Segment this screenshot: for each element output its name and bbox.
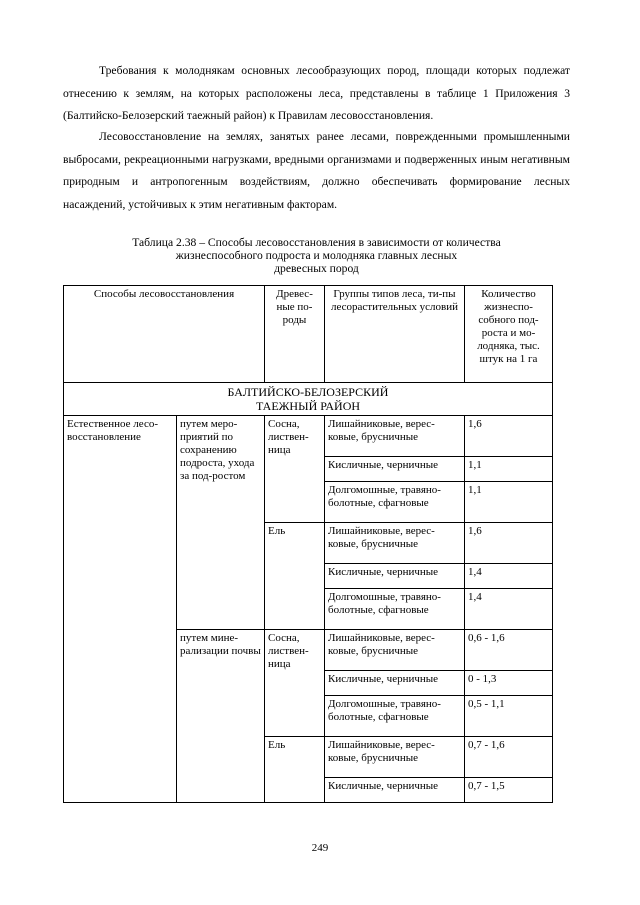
group-cell: Кисличные, черничные	[325, 457, 465, 482]
species-pine-larch-cell: Сосна, листвен-ница	[265, 630, 325, 737]
species-spruce-cell: Ель	[265, 523, 325, 630]
caption-line-1: Таблица 2.38 – Способы лесовосстановления в зависимости от количества	[132, 236, 501, 249]
region-line-2: ТАЕЖНЫЙ РАЙОН	[255, 399, 361, 413]
group-cell: Лишайниковые, верес-ковые, брусничные	[325, 523, 465, 564]
caption-line-2: жизнеспособного подроста и молодняка главных лесных	[175, 249, 458, 262]
reforestation-table	[63, 285, 553, 803]
reforestation-paragraph: Лесовосстановление на землях, занятых ранее лесами, поврежденными промышленными выбросами, рекреационными нагрузками, вредными организмами и подверженных иным негативным природным и антропогенным воздействиям, должно обеспечивать формирование лесных насаждений, устойчивых к этим негативным факторам.	[63, 130, 570, 211]
region-cell	[64, 383, 553, 416]
table-row	[64, 416, 553, 457]
group-cell: Кисличные, черничные	[325, 671, 465, 696]
group-cell: Лишайниковые, верес-ковые, брусничные	[325, 416, 465, 457]
value-cell: 1,4	[465, 589, 553, 630]
value-cell: 1,1	[465, 482, 553, 523]
intro-paragraph: Требования к молоднякам основных лесообразующих пород, площади которых подлежат отнесению к землям, на которых расположены леса, представлены в таблице 1 Приложения 3 (Балтийско-Белозерский таежный район) к Правилам лесовосстановления.	[63, 64, 570, 123]
method-cell: Естественное лесо-восстановление	[64, 416, 177, 803]
caption-line-3: древесных пород	[274, 262, 359, 275]
group-cell: Кисличные, черничные	[325, 778, 465, 803]
header-species: Древес-ные по-роды	[265, 286, 325, 383]
group-cell: Долгомошные, травяно-болотные, сфагновые	[325, 696, 465, 737]
group-cell: Кисличные, черничные	[325, 564, 465, 589]
value-cell: 1,4	[465, 564, 553, 589]
value-cell: 1,6	[465, 416, 553, 457]
header-forest-groups: Группы типов леса, ти-пы лесорастительных условий	[325, 286, 465, 383]
group-cell: Долгомошные, травяно-болотные, сфагновые	[325, 589, 465, 630]
group-cell: Лишайниковые, верес-ковые, брусничные	[325, 737, 465, 778]
region-row	[64, 383, 553, 416]
header-quantity: Количество жизнеспо-собного под-роста и мо-лодняка, тыс. штук на 1 га	[465, 286, 553, 383]
value-cell: 0 - 1,3	[465, 671, 553, 696]
table-caption	[63, 236, 570, 275]
group-cell: Лишайниковые, верес-ковые, брусничные	[325, 630, 465, 671]
region-line-1: БАЛТИЙСКО-БЕЛОЗЕРСКИЙ	[227, 385, 389, 399]
value-cell: 0,7 - 1,5	[465, 778, 553, 803]
species-spruce-cell: Ель	[265, 737, 325, 803]
way-mineral-cell: путем мине-рализации почвы	[177, 630, 265, 803]
header-method: Способы лесовосстановления	[64, 286, 265, 383]
value-cell: 1,6	[465, 523, 553, 564]
page-number: 249	[311, 842, 329, 854]
value-cell: 0,5 - 1,1	[465, 696, 553, 737]
table-header-row	[64, 286, 553, 383]
value-cell: 1,1	[465, 457, 553, 482]
group-cell: Долгомошные, травяно-болотные, сфагновые	[325, 482, 465, 523]
value-cell: 0,6 - 1,6	[465, 630, 553, 671]
value-cell: 0,7 - 1,6	[465, 737, 553, 778]
way-care-cell: путем меро-приятий по сохранению подроста, ухода за под-ростом	[177, 416, 265, 630]
species-pine-larch-cell: Сосна, листвен-ница	[265, 416, 325, 523]
